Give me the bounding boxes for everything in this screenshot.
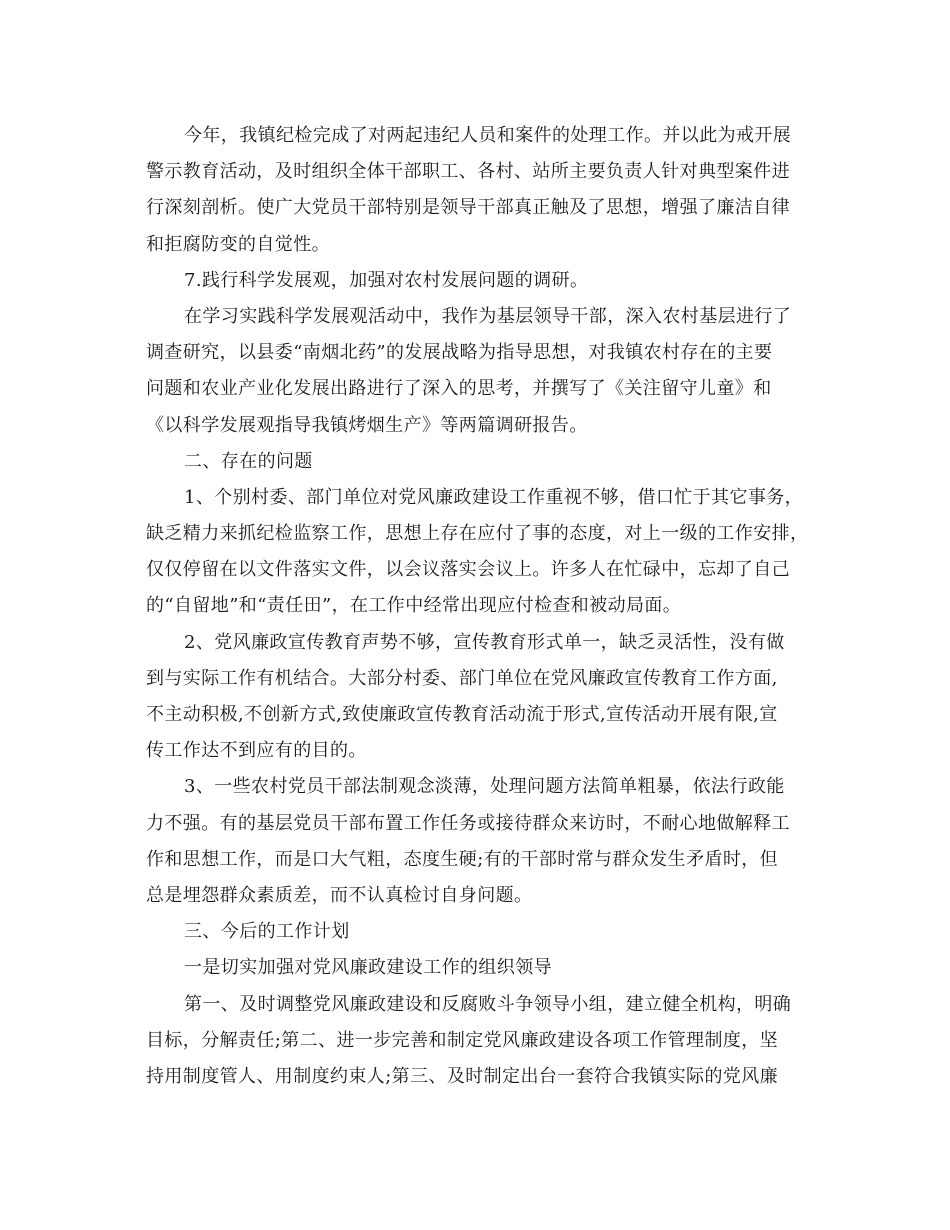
text-line: 1、个别村委、部门单位对党风廉政建设工作重视不够，借口忙于其它事务， [184,486,804,508]
text-line: 持用制度管人、用制度约束人;第三、及时制定出台一套符合我镇实际的党风廉 [146,1065,779,1087]
text-line: 3、一些农村党员干部法制观念淡薄，处理问题方法简单粗暴，依法行政能 [184,776,785,798]
text-line: 7.践行科学发展观，加强对农村发展问题的调研。 [184,269,589,291]
text-line: 不主动积极,不创新方式,致使廉政宣传教育活动流于形式,宣传活动开展有限,宣 [146,704,778,725]
text-line: 行深刻剖析。使广大党员干部特别是领导干部真正触及了思想，增强了廉洁自律 [146,197,790,219]
text-line: 三、今后的工作计划 [184,921,350,943]
text-line: 警示教育活动，及时组织全体干部职工、各村、站所主要负责人针对典型案件进 [146,161,790,183]
text-line: 的“自留地”和“责任田”，在工作中经常出现应付检查和被动局面。 [146,595,682,617]
text-line: 作和思想工作，而是口大气粗，态度生硬;有的干部时常与群众发生矛盾时，但 [146,848,779,870]
text-line: 一是切实加强对党风廉政建设工作的组织领导 [184,957,552,979]
text-line: 在学习实践科学发展观活动中，我作为基层领导干部，深入农村基层进行了 [184,305,792,327]
text-line: 调查研究，以县委“南烟北药”的发展战略为指导思想，对我镇农村存在的主要 [146,342,773,364]
text-line: 和拒腐防变的自觉性。 [146,233,330,255]
document-body [146,118,809,1095]
text-line: 仅仅停留在以文件落实文件，以会议落实会议上。许多人在忙碌中，忘却了自己 [146,559,790,581]
text-line: 问题和农业产业化发展出路进行了深入的思考，并撰写了《关注留守儿童》和 [146,378,772,400]
text-line: 第一、及时调整党风廉政建设和反腐败斗争领导小组，建立健全机构，明确 [184,993,792,1015]
text-line: 今年，我镇纪检完成了对两起违纪人员和案件的处理工作。并以此为戒开展 [184,125,792,146]
text-line: 缺乏精力来抓纪检监察工作，思想上存在应付了事的态度，对上一级的工作安排， [146,523,809,545]
text-line: 到与实际工作有机结合。大部分村委、部门单位在党风廉政宣传教育工作方面, [146,667,778,689]
text-line: 二、存在的问题 [184,450,313,472]
text-line: 传工作达不到应有的目的。 [146,740,367,762]
text-line: 目标，分解责任;第二、进一步完善和制定党风廉政建设各项工作管理制度，坚 [146,1029,779,1051]
text-line: 总是埋怨群众素质差，而不认真检讨自身问题。 [146,884,533,906]
text-line: 《以科学发展观指导我镇烤烟生产》等两篇调研报告。 [146,414,588,436]
text-line: 力不强。有的基层党员干部布置工作任务或接待群众来访时，不耐心地做解释工 [146,812,790,834]
text-line: 2、党风廉政宣传教育声势不够，宣传教育形式单一，缺乏灵活性，没有做 [184,631,785,653]
